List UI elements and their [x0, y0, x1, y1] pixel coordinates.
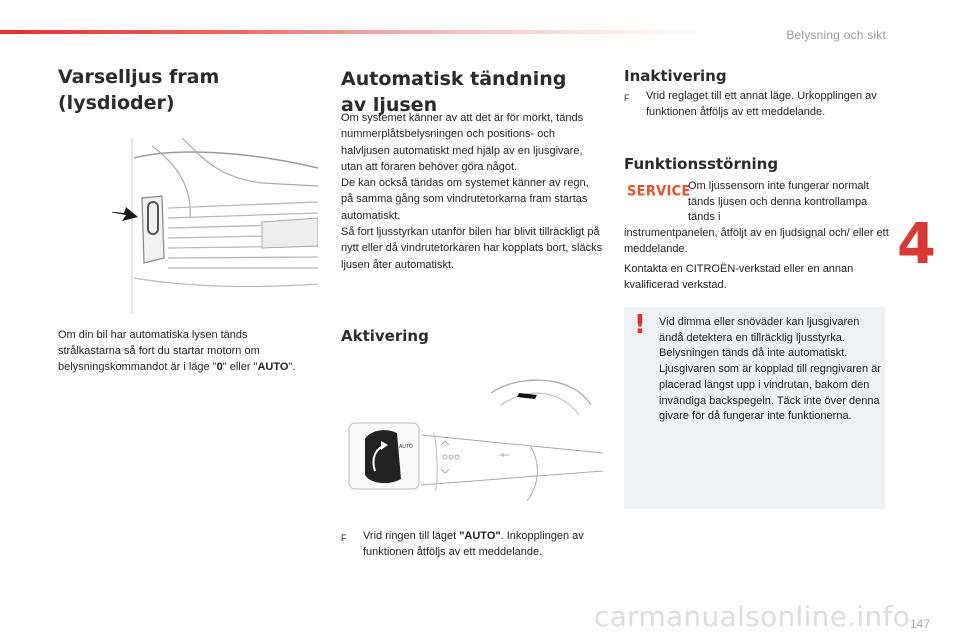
contact-dealer-text: Kontakta en CITROËN-verkstad eller en annan kvalificerad verkstad. — [624, 263, 854, 291]
front-headlight-illustration — [112, 138, 318, 314]
lighting-stalk-illustration — [341, 375, 603, 503]
watermark: carmanualsonline.info — [594, 600, 911, 633]
malfunction-text-a: Om ljussensorn inte fungerar normalt tänds ljusen och denna kontrollampa tänds i — [688, 180, 869, 223]
deactivation-bullet — [624, 89, 884, 120]
daytime-lights-title — [58, 64, 288, 116]
body-text-end: ". — [288, 361, 296, 373]
activation-bullet-text — [363, 528, 601, 560]
warning-text: Vid dimma eller snöväder kan ljusgivaren ändå detektera en tillräcklig ljusstyrka. Belysningen tänds då inte automatiskt. Ljusgivaren som är kopplad till regngivaren är placerad längst upp i vindrutan, bakom den invändiga backspegeln. Täck inte över denna givare för då fungerar inte funktionerna. — [659, 316, 881, 423]
activation-bold-auto: "AUTO" — [459, 530, 501, 542]
body-text: Om din bil har automatiska lysen tänds strålkastarna så fort du startar motorn om belysningskommandot är i läge " — [58, 329, 260, 373]
auto-lights-body: Om systemet känner av att det är för mörkt, tänds nummerplåtsbelysningen och positions- och halvljusen automatiskt med hjälp av en ljusgivare, utan att föraren behöver göra något. De kan också tändas om systemet känner av regn, på samma gång som vindrutetorkarna fram startas automatiskt. Så fort ljusstyrkan utanför bilen har blivit tillräckligt på nytt eller då vindrutetorkaren har kopplats bort, släcks ljusen åter automatiskt. — [341, 112, 603, 271]
deactivation-title: Inaktivering — [624, 67, 727, 85]
daytime-lights-title-text: Varselljus fram (lysdioder) — [58, 66, 220, 114]
page-number: 147 — [910, 617, 931, 631]
exclamation-icon: ! — [634, 310, 646, 340]
malfunction-text-b: instrumentpanelen, åtföljt av en ljudsignal och/ eller ett meddelande. — [624, 227, 889, 255]
bullet-arrow-icon: F — [624, 93, 630, 103]
malfunction-title: Funktionsstörning — [624, 155, 779, 173]
body-bold-auto: AUTO — [257, 361, 289, 373]
deactivation-bullet-text: Vrid reglaget till ett annat läge. Urkopplingen av funktionen åtföljs av ett meddelande. — [646, 90, 877, 118]
stalk-auto-label: AUTO — [399, 444, 413, 450]
activation-text: Vrid ringen till läget — [363, 530, 460, 542]
chapter-number: 4 — [897, 212, 936, 277]
activation-bullet — [341, 528, 601, 560]
daytime-lights-body — [58, 327, 298, 375]
body-text-mid: " eller " — [222, 361, 258, 373]
activation-text-end: . Inkopplingen av funktionen åtföljs av ett meddelande. — [363, 530, 584, 558]
auto-lights-title: Automatisk tändning av ljusen — [341, 68, 567, 116]
bullet-arrow-icon: F — [341, 533, 347, 543]
activation-title: Aktivering — [341, 327, 429, 345]
body-bold-zero: 0 — [216, 361, 223, 373]
service-warning-icon: SERVICE — [627, 183, 691, 200]
section-title: Belysning och sikt — [786, 28, 886, 42]
